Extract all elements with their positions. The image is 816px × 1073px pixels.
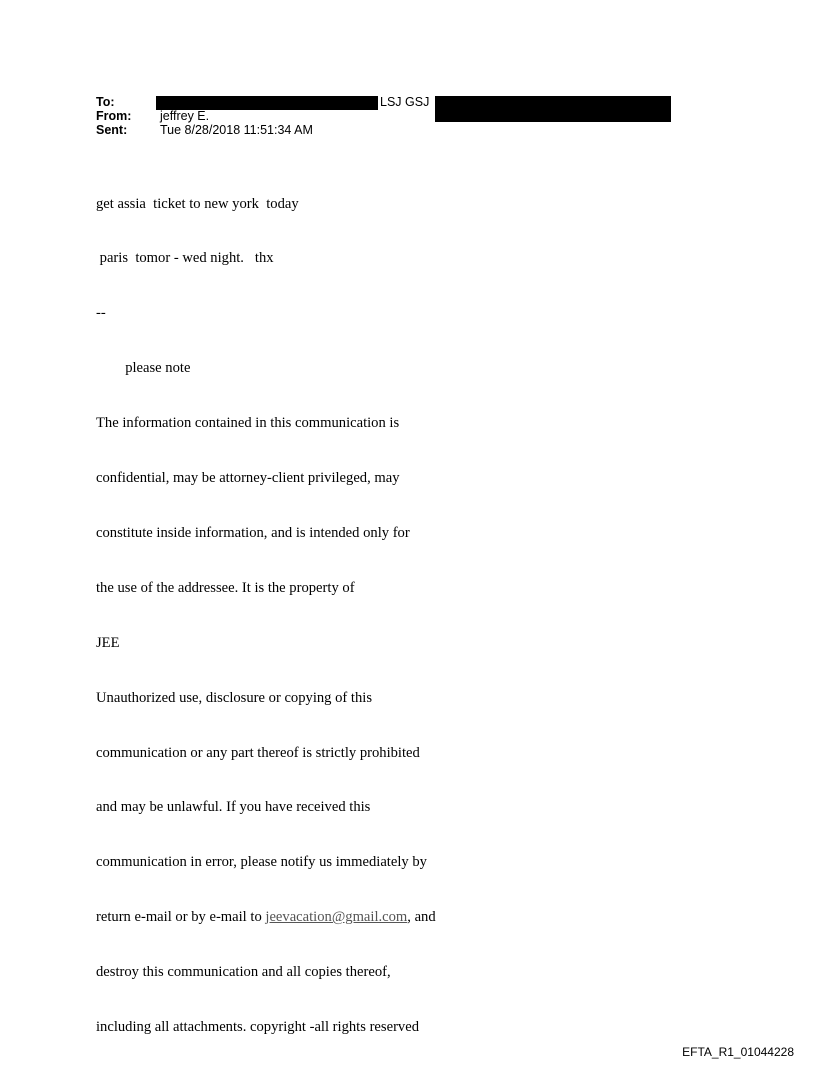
email-link[interactable]: jeevacation@gmail.com xyxy=(265,909,408,926)
sent-value: Tue 8/28/2018 11:51:34 AM xyxy=(160,123,313,137)
disclaimer-line: confidential, may be attorney-client privileged, may xyxy=(96,470,400,487)
to-visible-text: LSJ GSJ xyxy=(380,95,430,109)
disclaimer-line: constitute inside information, and is intended only for xyxy=(96,524,410,541)
disclaimer-line: Unauthorized use, disclosure or copying of this xyxy=(96,689,373,706)
body-line: paris tomor - wed night. thx xyxy=(96,250,274,267)
disclaimer-line: JEE xyxy=(96,634,120,651)
disclaimer-text: return e-mail or by e-mail to xyxy=(96,909,266,926)
disclaimer-line: destroy this communication and all copies thereof, xyxy=(96,964,391,981)
from-value: jeffrey E. xyxy=(160,109,210,123)
to-label: To: xyxy=(96,95,115,109)
disclaimer-line: and may be unlawful. If you have received this xyxy=(96,799,371,816)
disclaimer-line: the use of the addressee. It is the property of xyxy=(96,579,355,596)
disclaimer-line: communication in error, please notify us immediately by xyxy=(96,854,427,871)
redaction-box xyxy=(156,96,378,110)
disclaimer-line-with-link xyxy=(96,908,436,926)
disclaimer-heading: please note xyxy=(96,360,191,377)
email-body xyxy=(96,158,436,1055)
disclaimer-line: The information contained in this communication is xyxy=(96,415,400,432)
body-line: get assia ticket to new york today xyxy=(96,195,299,212)
redaction-box xyxy=(435,96,671,122)
disclaimer-line: including all attachments. copyright -all rights reserved xyxy=(96,1018,419,1035)
from-label: From: xyxy=(96,109,132,123)
sent-label: Sent: xyxy=(96,123,128,137)
document-id: EFTA_R1_01044228 xyxy=(682,1045,794,1059)
signature-separator: -- xyxy=(96,305,106,322)
disclaimer-line: communication or any part thereof is strictly prohibited xyxy=(96,744,420,761)
disclaimer-text: , and xyxy=(407,909,436,926)
